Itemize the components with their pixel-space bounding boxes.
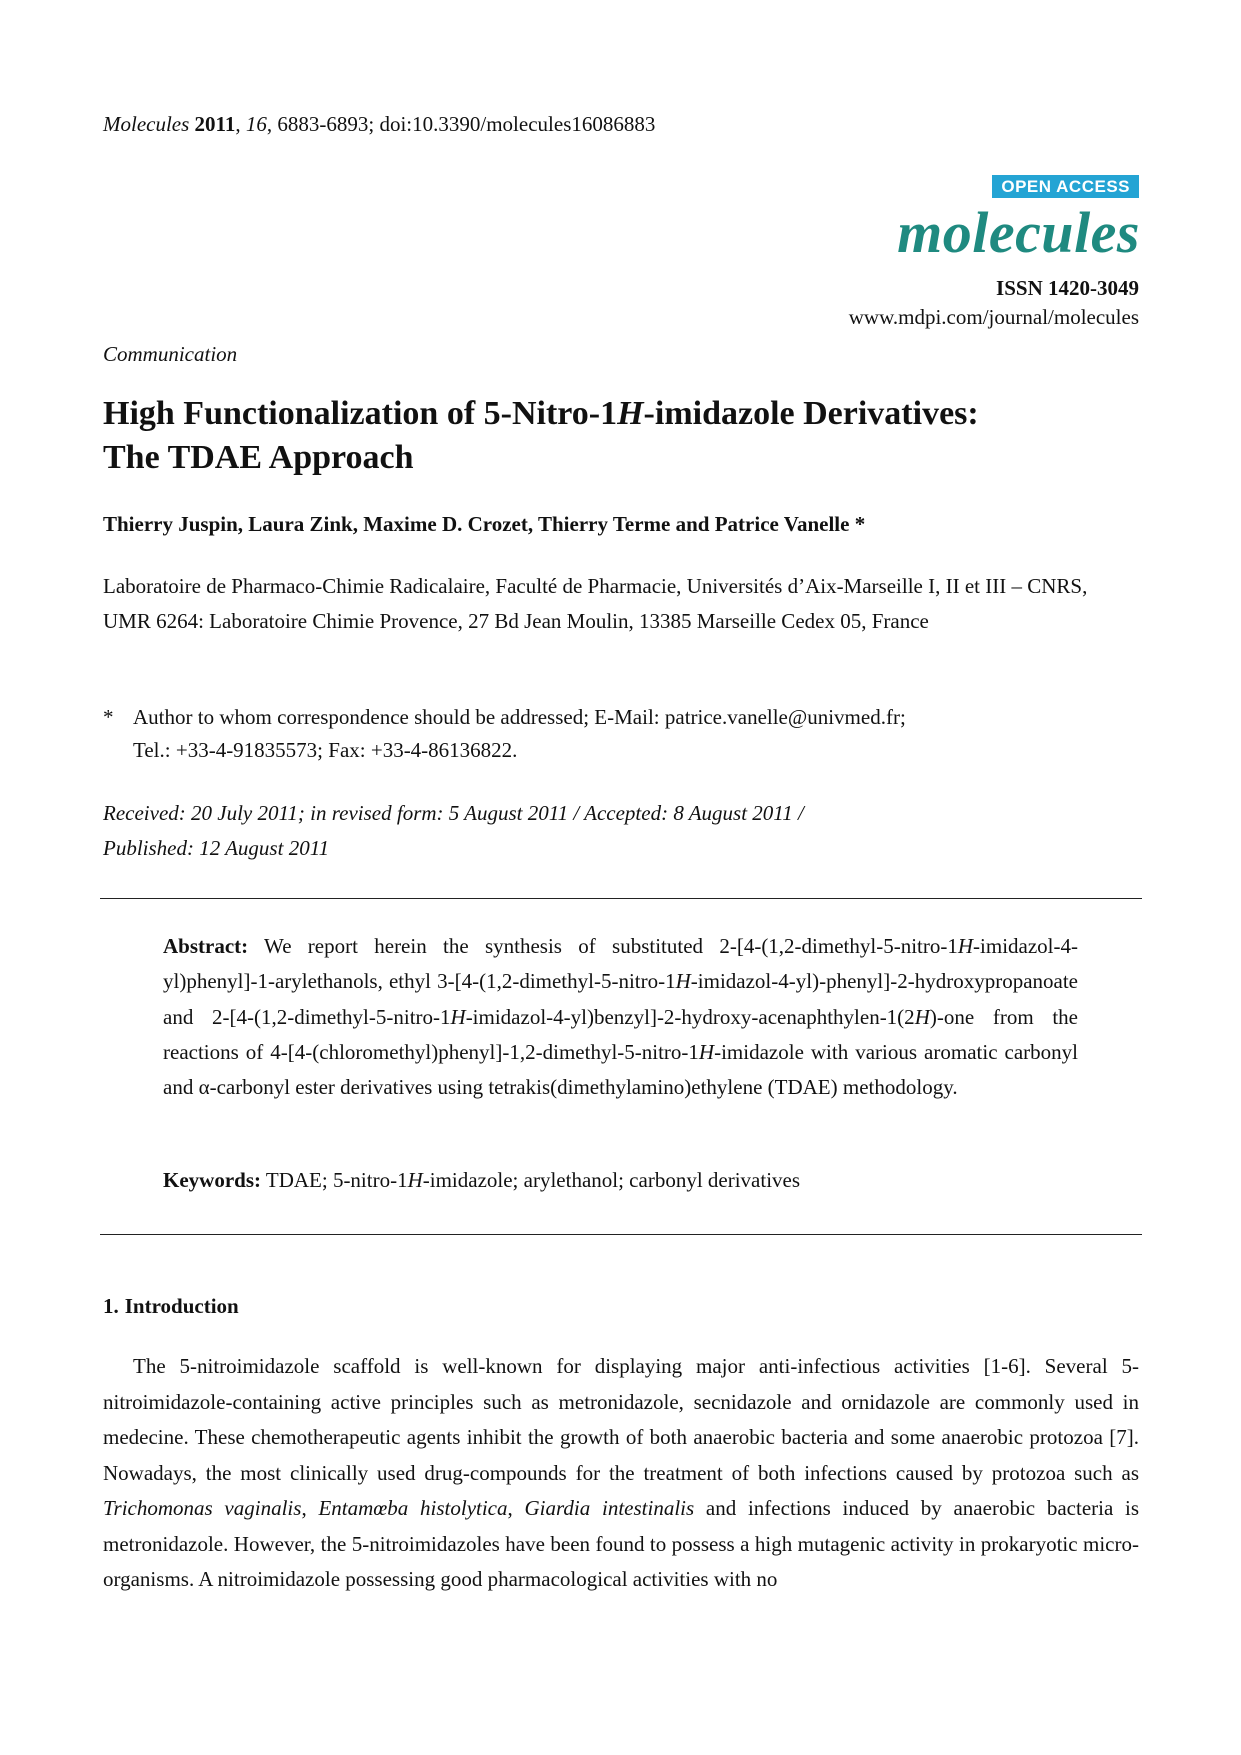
correspondence-line1: Author to whom correspondence should be addressed; E-Mail: patrice.vanelle@univmed.fr; bbox=[133, 705, 906, 729]
authors: Thierry Juspin, Laura Zink, Maxime D. Crozet, Thierry Terme and Patrice Vanelle * bbox=[103, 512, 866, 536]
intro-species-giardia: Giardia intestinalis bbox=[524, 1496, 695, 1520]
intro-seg4: and infections induced by anaerobic bacteria is metronidazole. However, the 5-nitroimidazoles have been found to possess a high mutagenic activity in prokaryotic micro-organisms. A nitroimidazole possessing good pharmacological activities with no bbox=[103, 1496, 1140, 1591]
citation-journal: Molecules bbox=[103, 112, 190, 136]
citation-line: Molecules 2011, 16, 6883-6893; doi:10.3390/molecules16086883 bbox=[103, 112, 656, 136]
keywords-seg3: -imidazole; arylethanol; carbonyl derivatives bbox=[422, 1168, 801, 1192]
section-number: 1. bbox=[103, 1294, 119, 1318]
title-line2: The TDAE Approach bbox=[103, 439, 414, 476]
dates-line1: Received: 20 July 2011; in revised form: 5 August 2011 / Accepted: 8 August 2011 / bbox=[103, 801, 804, 825]
paper-title bbox=[103, 392, 1143, 480]
keywords-seg1: TDAE; 5-nitro-1 bbox=[261, 1168, 408, 1192]
abstract-italic-h: H bbox=[957, 934, 974, 958]
intro-species-entamoeba: Entamœba histolytica bbox=[318, 1496, 508, 1520]
correspondence-line2: Tel.: +33-4-91835573; Fax: +33-4-86136822. bbox=[133, 738, 518, 762]
abstract-seg-4: -imidazol-4-yl)-phenyl]-2-hydroxypropanoate and 2-[4-(1,2-dimethyl-5-nitro-1 bbox=[163, 969, 1078, 1029]
divider-top bbox=[100, 898, 1142, 899]
section-heading-introduction bbox=[103, 1292, 239, 1320]
keywords bbox=[163, 1166, 1078, 1194]
citation-volume: 16 bbox=[245, 112, 267, 136]
abstract-italic-h: H bbox=[675, 969, 691, 994]
abstract-seg-2: -imidazol-4-yl)phenyl]-1-arylethanols, ethyl 3-[4-(1,2-dimethyl-5-nitro-1 bbox=[163, 934, 1078, 994]
abstract-seg-0: We report herein the synthesis of substituted 2-[4-(1,2-dimethyl-5-nitro-1 bbox=[248, 934, 958, 958]
intro-species-trichomonas: Trichomonas vaginalis bbox=[103, 1496, 302, 1520]
abstract-italic-h: H bbox=[914, 1004, 930, 1029]
keywords-label: Keywords: bbox=[163, 1168, 261, 1192]
issn: ISSN 1420-3049 bbox=[996, 276, 1139, 300]
dates-line2: Published: 12 August 2011 bbox=[103, 836, 330, 860]
intro-seg2: , bbox=[301, 1496, 319, 1520]
abstract-label: Abstract: bbox=[163, 934, 249, 958]
journal-url: www.mdpi.com/journal/molecules bbox=[848, 305, 1139, 329]
publication-dates bbox=[103, 796, 1139, 866]
correspondence-star: * bbox=[103, 705, 114, 729]
correspondence-text bbox=[133, 701, 1139, 767]
citation-pages-doi: , 6883-6893; doi:10.3390/molecules16086883 bbox=[266, 112, 656, 136]
intro-seg1: The 5-nitroimidazole scaffold is well-known for displaying major anti-infectious activities [1-6]. Several 5-nitroimidazole-containing active principles such as metronidazole, secnidazole and ornidazole are commonly used in medecine. These chemotherapeutic agents inhibit the growth of both anaerobic bacteria and some anaerobic protozoa [7]. Nowadays, the most clinically used drug-compounds for the treatment of both infections caused by protozoa such as bbox=[103, 1354, 1139, 1485]
intro-seg3: , bbox=[507, 1496, 525, 1520]
abstract-seg-10: -imidazole with various aromatic carbonyl and α-carbonyl ester derivatives using tetrakis(dimethylamino)ethylene (TDAE) methodology. bbox=[163, 1039, 1078, 1100]
open-access-badge: OPEN ACCESS bbox=[992, 175, 1139, 198]
journal-logo: molecules bbox=[897, 200, 1140, 265]
introduction-paragraph bbox=[103, 1349, 1139, 1598]
title-part1: High Functionalization of 5-Nitro-1 bbox=[103, 395, 618, 432]
abstract-italic-h: H bbox=[450, 1004, 466, 1029]
abstract-seg-6: -imidazol-4-yl)benzyl]-2-hydroxy-acenaphthylen-1(2 bbox=[465, 1004, 915, 1029]
section-title: Introduction bbox=[124, 1294, 239, 1318]
title-part2: -imidazole Derivatives: bbox=[643, 395, 979, 432]
correspondence bbox=[103, 701, 1139, 767]
citation-year: 2011 bbox=[194, 112, 236, 136]
divider-bottom bbox=[100, 1234, 1142, 1235]
abstract-italic-h: H bbox=[698, 1039, 715, 1064]
article-type: Communication bbox=[103, 342, 238, 366]
affiliation: Laboratoire de Pharmaco-Chimie Radicalaire, Faculté de Pharmacie, Universités d’Aix-Marseille I, II et III – CNRS, UMR 6264: Laboratoire Chimie Provence, 27 Bd Jean Moulin, 13385 Marseille Cedex 05, France bbox=[103, 574, 1088, 633]
keywords-italic-h: H bbox=[407, 1168, 423, 1192]
abstract bbox=[163, 929, 1078, 1105]
title-italic-h: H bbox=[617, 395, 644, 432]
abstract-seg-8: )-one from the reactions of 4-[4-(chloromethyl)phenyl]-1,2-dimethyl-5-nitro-1 bbox=[163, 1004, 1078, 1064]
